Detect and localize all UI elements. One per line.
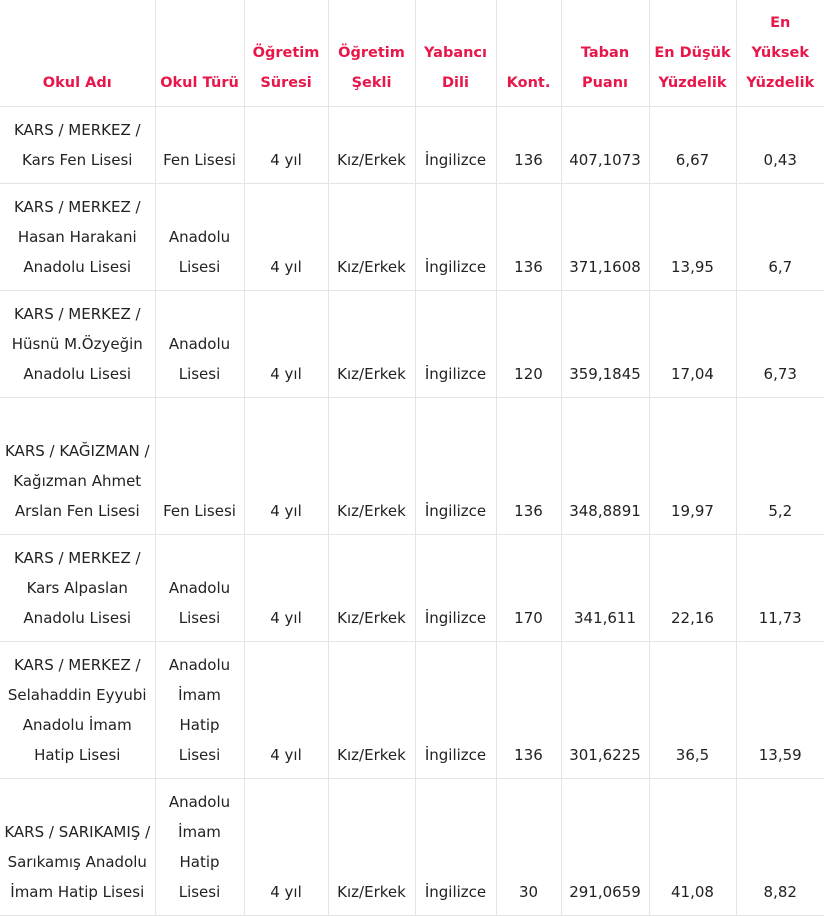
language-cell: İngilizce [415,778,496,915]
quota-cell: 136 [496,183,561,290]
lowest-percentile-cell: 36,5 [649,641,736,778]
quota-cell: 136 [496,106,561,183]
school-name-cell: KARS / MERKEZ / Hasan Harakani Anadolu Lisesi [0,183,155,290]
table-row [0,534,824,641]
lowest-percentile-cell: 22,16 [649,534,736,641]
school-type-cell: Fen Lisesi [155,106,244,183]
table-row [0,290,824,397]
language-cell: İngilizce [415,183,496,290]
form-cell: Kız/Erkek [328,778,415,915]
base-score-cell: 301,6225 [561,641,649,778]
base-score-cell: 407,1073 [561,106,649,183]
header-form: Öğretim Şekli [328,0,415,106]
form-cell: Kız/Erkek [328,534,415,641]
base-score-cell: 348,8891 [561,397,649,534]
header-quota: Kont. [496,0,561,106]
form-cell: Kız/Erkek [328,106,415,183]
language-cell: İngilizce [415,641,496,778]
duration-cell: 4 yıl [244,290,328,397]
highest-percentile-cell: 11,73 [736,534,824,641]
duration-cell: 4 yıl [244,778,328,915]
form-cell: Kız/Erkek [328,641,415,778]
table-row [0,641,824,778]
form-cell: Kız/Erkek [328,183,415,290]
quota-cell: 30 [496,778,561,915]
base-score-cell: 371,1608 [561,183,649,290]
school-name-cell: KARS / KAĞIZMAN / Kağızman Ahmet Arslan Fen Lisesi [0,397,155,534]
header-school-type: Okul Türü [155,0,244,106]
lowest-percentile-cell: 19,97 [649,397,736,534]
highest-percentile-cell: 8,82 [736,778,824,915]
school-type-cell: Fen Lisesi [155,397,244,534]
base-score-cell: 341,611 [561,534,649,641]
language-cell: İngilizce [415,534,496,641]
duration-cell: 4 yıl [244,183,328,290]
school-type-cell: Anadolu İmam Hatip Lisesi [155,778,244,915]
table-row [0,183,824,290]
quota-cell: 136 [496,641,561,778]
language-cell: İngilizce [415,106,496,183]
school-name-cell: KARS / MERKEZ / Kars Fen Lisesi [0,106,155,183]
duration-cell: 4 yıl [244,397,328,534]
highest-percentile-cell: 5,2 [736,397,824,534]
school-type-cell: Anadolu Lisesi [155,534,244,641]
header-highest-percentile: En Yüksek Yüzdelik [736,0,824,106]
header-lowest-percentile: En Düşük Yüzdelik [649,0,736,106]
header-language: Yabancı Dili [415,0,496,106]
school-type-cell: Anadolu Lisesi [155,290,244,397]
form-cell: Kız/Erkek [328,397,415,534]
base-score-cell: 291,0659 [561,778,649,915]
duration-cell: 4 yıl [244,106,328,183]
form-cell: Kız/Erkek [328,290,415,397]
highest-percentile-cell: 6,7 [736,183,824,290]
lowest-percentile-cell: 17,04 [649,290,736,397]
lowest-percentile-cell: 41,08 [649,778,736,915]
highest-percentile-cell: 6,73 [736,290,824,397]
school-name-cell: KARS / SARIKAMIŞ / Sarıkamış Anadolu İmam Hatip Lisesi [0,778,155,915]
header-row [0,0,824,106]
quota-cell: 120 [496,290,561,397]
duration-cell: 4 yıl [244,534,328,641]
table-row [0,397,824,534]
school-name-cell: KARS / MERKEZ / Hüsnü M.Özyeğin Anadolu Lisesi [0,290,155,397]
table-row [0,778,824,915]
language-cell: İngilizce [415,397,496,534]
quota-cell: 170 [496,534,561,641]
header-duration: Öğretim Süresi [244,0,328,106]
duration-cell: 4 yıl [244,641,328,778]
school-type-cell: Anadolu İmam Hatip Lisesi [155,641,244,778]
school-type-cell: Anadolu Lisesi [155,183,244,290]
header-base-score: Taban Puanı [561,0,649,106]
language-cell: İngilizce [415,290,496,397]
lowest-percentile-cell: 6,67 [649,106,736,183]
school-name-cell: KARS / MERKEZ / Selahaddin Eyyubi Anadolu İmam Hatip Lisesi [0,641,155,778]
quota-cell: 136 [496,397,561,534]
highest-percentile-cell: 0,43 [736,106,824,183]
school-name-cell: KARS / MERKEZ / Kars Alpaslan Anadolu Lisesi [0,534,155,641]
base-score-cell: 359,1845 [561,290,649,397]
highest-percentile-cell: 13,59 [736,641,824,778]
header-school-name: Okul Adı [0,0,155,106]
table-row [0,106,824,183]
lowest-percentile-cell: 13,95 [649,183,736,290]
